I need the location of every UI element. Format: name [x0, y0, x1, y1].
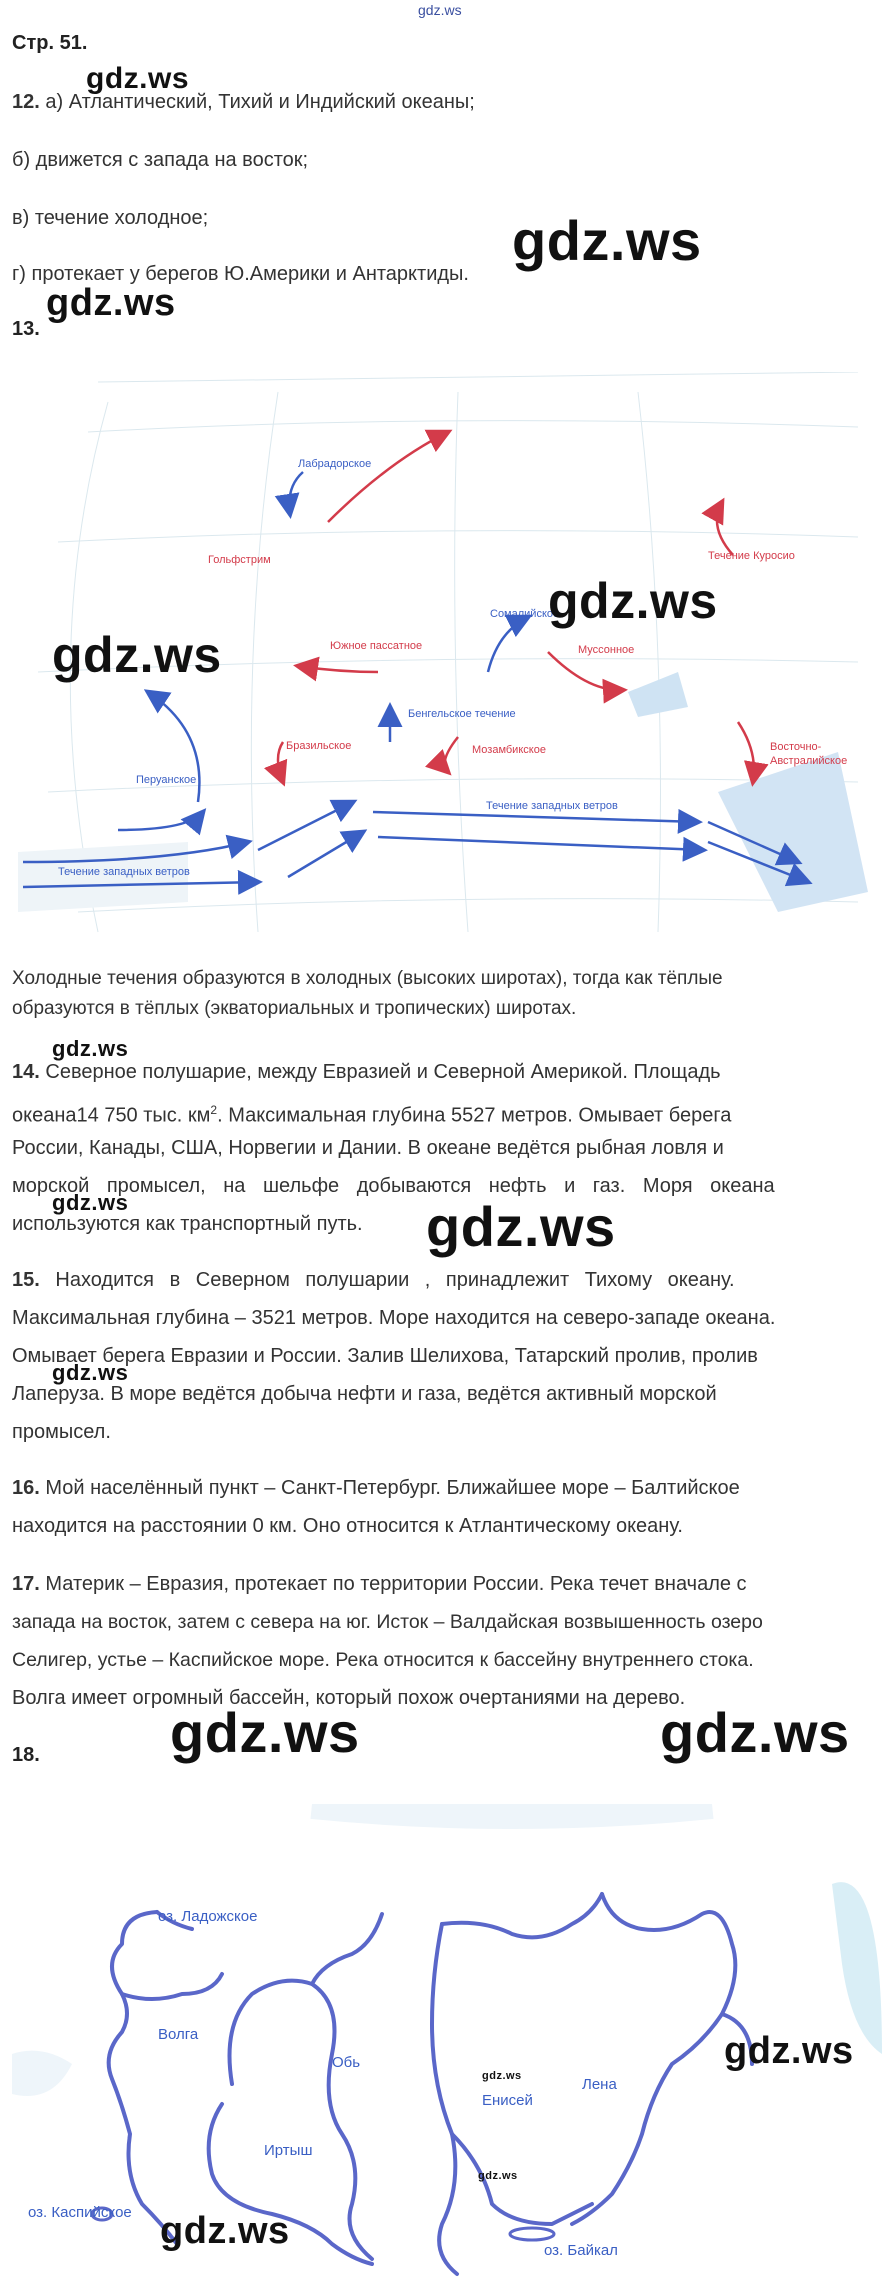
south-trade-arrow: [298, 666, 378, 672]
west-winds-arrow: [288, 832, 363, 877]
label-west-winds: Течение западных ветров: [486, 800, 618, 812]
label-irtysh: Иртыш: [264, 2142, 313, 2159]
label-labrador: Лабрадорское: [298, 458, 372, 470]
q17-line2: запада на восток, затем с севера на юг. Исток – Валдайская возвышенность озеро: [12, 1611, 763, 1633]
q14-number: 14.: [12, 1061, 40, 1083]
watermark: gdz.ws: [660, 1701, 850, 1764]
kuroshio-arrow: [717, 502, 733, 555]
q12-a: [12, 84, 475, 121]
q17-line1-text: Материк – Евразия, протекает по территории России. Река течет вначале с: [45, 1573, 747, 1595]
labrador-current-arrow: [289, 472, 303, 514]
watermark: gdz.ws: [86, 62, 190, 95]
q15-line4: Лаперуза. В море ведётся добыча нефти и газа, ведётся активный морской: [12, 1383, 717, 1405]
label-ladoga: оз. Ладожское: [158, 1908, 258, 1925]
q14-line2-a: океана14 750 тыс. км: [12, 1104, 211, 1127]
map-water: [312, 1804, 712, 1814]
label-benguela: Бенгельское течение: [408, 708, 516, 720]
q14-line3: России, Канады, США, Норвегии и Дании. В океане ведётся рыбная ловля и: [12, 1137, 724, 1159]
q14-line1: [12, 1054, 874, 1091]
q12-d: г) протекает у берегов Ю.Америки и Антарктиды.: [12, 263, 469, 285]
watermark: gdz.ws: [52, 1190, 129, 1215]
west-winds-arrow: [373, 812, 698, 822]
label-east-australia: Восточно-Австралийское: [770, 741, 848, 767]
map-shade: [718, 752, 868, 912]
east-australia-arrow: [738, 722, 754, 782]
label-monsoon: Муссонное: [578, 644, 635, 656]
q13-note-line2: образуются в тёплых (экваториальных и тропических) широтах.: [12, 998, 577, 1019]
q15-line1: [12, 1262, 735, 1299]
q12-c: в) течение холодное;: [12, 207, 209, 229]
q16-line2: находится на расстоянии 0 км. Оно относится к Атлантическому океану.: [12, 1515, 683, 1537]
q15-line1-text: Находится в Северном полушарии , принадлежит Тихому океану.: [55, 1269, 735, 1291]
map-shade: [628, 672, 688, 717]
q15-number: 15.: [12, 1269, 40, 1291]
west-winds-arrow: [118, 812, 203, 830]
rivers-map: [12, 1804, 882, 2280]
west-winds-arrow: [258, 802, 353, 850]
q15-line2: Максимальная глубина – 3521 метров. Море находится на северо-западе океана.: [12, 1307, 776, 1329]
brazil-current-arrow: [278, 742, 283, 782]
label-west-winds: Течение западных ветров: [58, 866, 190, 878]
west-winds-arrow: [378, 837, 703, 850]
q17-line3: Селигер, устье – Каспийское море. Река относится к бассейну внутреннего стока.: [12, 1649, 754, 1671]
q14-line5: используются как транспортный путь.: [12, 1213, 363, 1235]
watermark: gdz.ws: [482, 2070, 522, 2082]
monsoon-arrow: [548, 652, 623, 690]
q14-line2: [12, 1092, 731, 1135]
label-south-trade: Южное пассатное: [330, 640, 423, 652]
label-peru: Перуанское: [136, 774, 197, 786]
label-somali: Сомалийское: [490, 608, 560, 620]
q14-line2-b: . Максимальная глубина 5527 метров. Омывает берега: [217, 1104, 732, 1127]
label-yenisei: Енисей: [482, 2092, 533, 2109]
gulfstream-arrow: [328, 432, 448, 522]
mozambique-current-arrow: [445, 737, 458, 772]
q12-b: б) движется с запада на восток;: [12, 149, 309, 171]
q17-line1: [12, 1566, 747, 1603]
q13-note-line1: Холодные течения образуются в холодных (высоких широтах), тогда как тёплые: [12, 968, 723, 989]
label-kuroshio: Течение Куросио: [708, 550, 795, 562]
watermark: gdz.ws: [46, 282, 176, 324]
label-ob: Обь: [332, 2054, 361, 2071]
watermark: gdz.ws: [170, 1701, 360, 1764]
watermark: gdz.ws: [52, 627, 222, 683]
q14-sup: 2: [210, 1103, 218, 1117]
q12-a-text: а) Атлантический, Тихий и Индийский океаны;: [45, 91, 475, 113]
watermark: gdz.ws: [52, 1360, 129, 1385]
watermark: gdz.ws: [160, 2210, 290, 2252]
q16-line1: [12, 1470, 740, 1507]
q18-number: 18.: [12, 1744, 40, 1766]
q15-line3: Омывает берега Евразии и России. Залив Шелихова, Татарский пролив, пролив: [12, 1345, 758, 1367]
q14-line4: морской промысел, на шельфе добываются нефть и газ. Моря океана: [12, 1175, 775, 1197]
watermark: gdz.ws: [52, 1036, 129, 1061]
watermark: gdz.ws: [548, 573, 718, 629]
q17-number: 17.: [12, 1573, 40, 1595]
site-header: gdz.ws: [418, 2, 462, 18]
label-baikal: оз. Байкал: [544, 2242, 618, 2259]
label-brazil: Бразильское: [286, 740, 352, 752]
label-caspian: оз. Каспийское: [28, 2204, 132, 2221]
q16-number: 16.: [12, 1477, 40, 1499]
q17-line4: Волга имеет огромный бассейн, который похож очертаниями на дерево.: [12, 1687, 686, 1709]
q12-number: 12.: [12, 91, 40, 113]
watermark: gdz.ws: [426, 1195, 616, 1258]
watermark: gdz.ws: [724, 2030, 854, 2072]
q15-line5: промысел.: [12, 1421, 111, 1443]
q16-line1-text: Мой населённый пункт – Санкт-Петербург. Ближайшее море – Балтийское: [45, 1477, 740, 1499]
watermark: gdz.ws: [478, 2170, 518, 2182]
q14-line1-text: Северное полушарие, между Евразией и Северной Америкой. Площадь: [45, 1061, 721, 1083]
label-lena: Лена: [582, 2076, 617, 2093]
somali-current-arrow: [488, 617, 528, 672]
label-gulfstream: Гольфстрим: [208, 554, 271, 566]
q13-number: 13.: [12, 318, 40, 340]
page-ref: Стр. 51.: [12, 32, 88, 54]
label-mozambique: Мозамбикское: [472, 744, 546, 756]
label-volga: Волга: [158, 2026, 199, 2043]
watermark: gdz.ws: [512, 209, 702, 272]
